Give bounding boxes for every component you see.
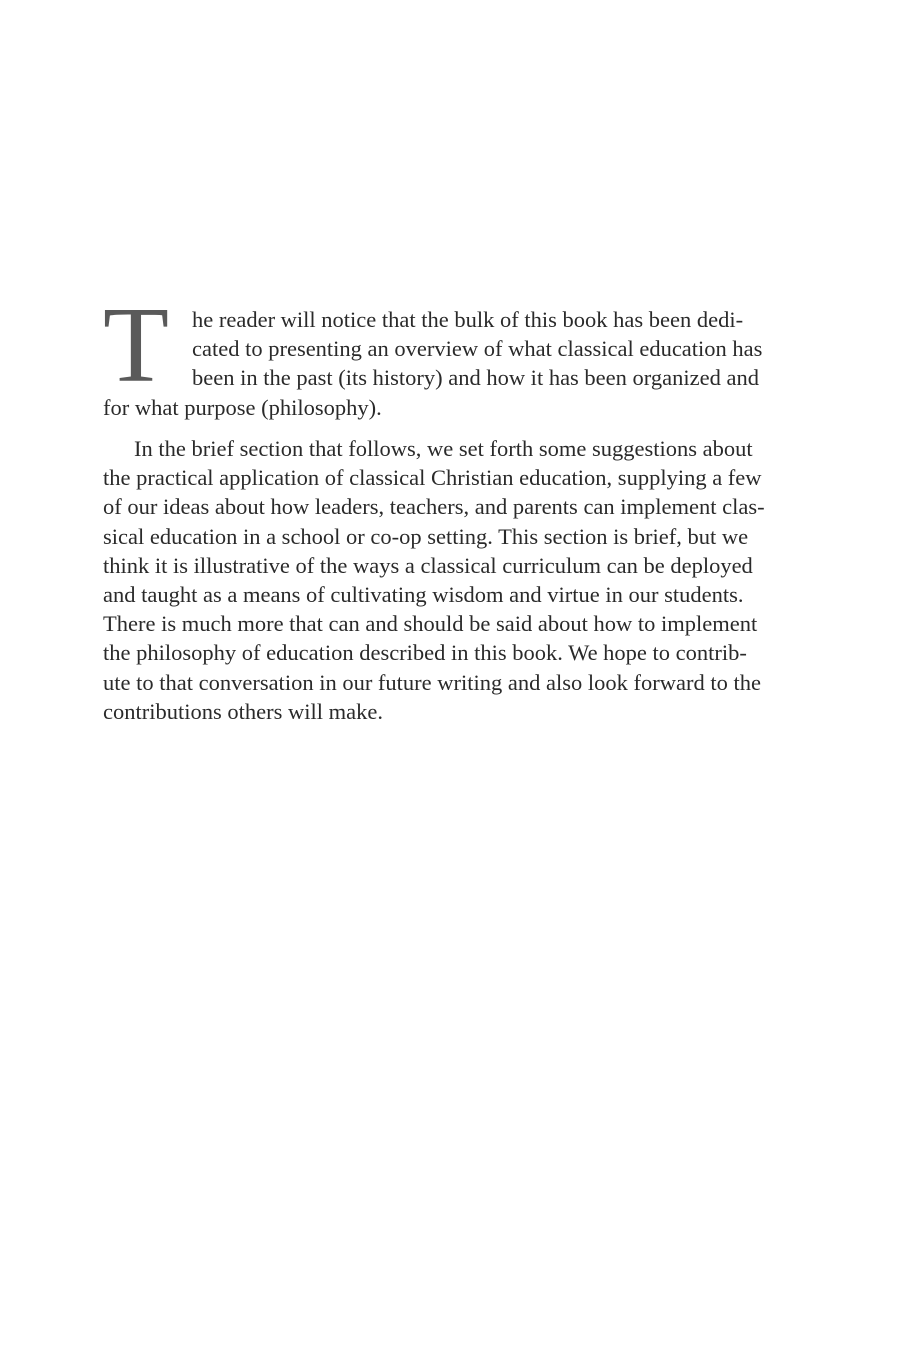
paragraph-2-line: ute to that conversation in our future writing and also look forward to the [103, 669, 761, 695]
paragraph-2-line: of our ideas about how leaders, teachers, and parents can implement clas- [103, 494, 765, 520]
paragraph-2-line: sical education in a school or co-op setting. This section is brief, but we [103, 523, 749, 549]
paragraph-1-line: cated to presenting an overview of what classical education has [192, 336, 763, 362]
paragraph-2-line: the practical application of classical Christian education, supplying a few [103, 465, 762, 491]
paragraph-2-line: think it is illustrative of the ways a classical curriculum can be deployed [103, 552, 753, 578]
paragraph-1 [103, 286, 783, 422]
paragraph-1-line: for what purpose (philosophy). [103, 394, 382, 420]
paragraph-2-line: and taught as a means of cultivating wisdom and virtue in our students. [103, 582, 744, 608]
paragraph-2 [103, 434, 783, 726]
paragraph-2-line: the philosophy of education described in this book. We hope to contrib- [103, 640, 747, 666]
paragraph-2-line: There is much more that can and should be said about how to implement [103, 611, 758, 637]
paragraph-2-line: In the brief section that follows, we set forth some suggestions about [134, 436, 753, 461]
drop-cap: T [103, 286, 169, 405]
paragraph-1-line: been in the past (its history) and how it has been organized and [192, 365, 759, 391]
paragraph-1-line: he reader will notice that the bulk of this book has been dedi- [192, 307, 744, 332]
body-text [103, 286, 783, 726]
paragraph-2-line: contributions others will make. [103, 698, 383, 724]
